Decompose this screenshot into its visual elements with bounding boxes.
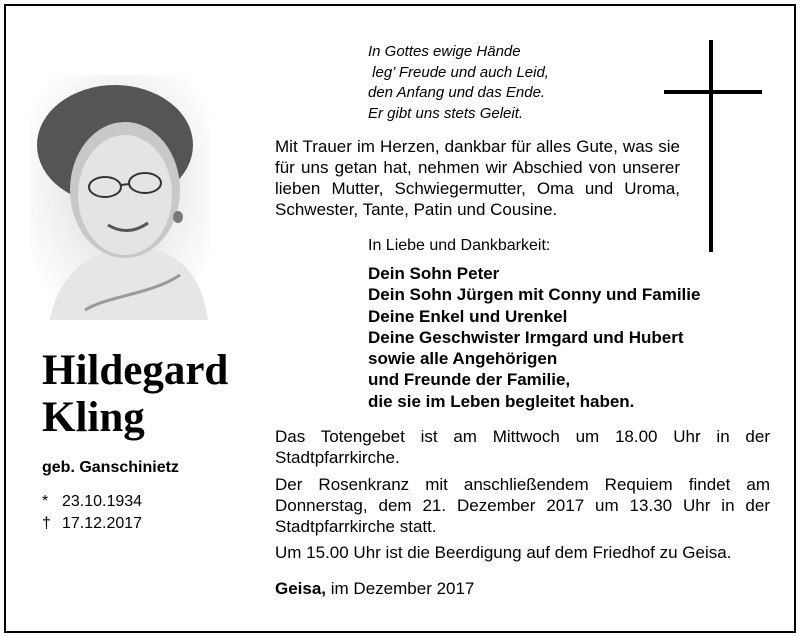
rosary-paragraph: Der Rosenkranz mit anschließendem Requiem findet am Donnerstag, dem 21. Dezember 2017 um 13.30 Uhr in der Stadtpfarrkirche statt. [275,475,770,536]
family-line: Deine Enkel und Urenkel [368,306,568,326]
family-line: Deine Geschwister Irmgard und Hubert [368,327,684,347]
last-name: Kling [42,394,145,441]
prayer-paragraph: Das Totengebet ist am Mittwoch um 18.00 Uhr in der Stadtpfarrkirche. [275,427,770,467]
family-list [368,263,700,412]
death-date [42,515,142,533]
closing-line [275,579,474,599]
birth-date [42,493,142,511]
poem [368,42,549,124]
family-line: Dein Sohn Peter [368,264,500,283]
poem-line: In Gottes ewige Hände [368,43,521,60]
family-line: Dein Sohn Jürgen mit Conny und Familie [368,285,701,305]
death-date-value: 17.12.2017 [62,515,143,532]
family-line: die sie im Leben begleitet haben. [368,391,635,411]
first-name: Hildegard [42,347,229,394]
poem-line: den Anfang und das Ende. [368,84,546,101]
poem-line: Er gibt uns stets Geleit. [368,104,524,122]
birth-symbol: * [42,493,49,510]
birth-date-value: 23.10.1934 [62,493,143,510]
funeral-paragraph: Um 15.00 Uhr ist die Beerdigung auf dem Friedhof zu Geisa. [275,543,732,562]
born-name: geb. Ganschinietz [42,459,179,476]
poem-line: leg’ Freude und auch Leid, [368,63,549,81]
family-line: sowie alle Angehörigen [368,349,558,369]
love-heading: In Liebe und Dankbarkeit: [368,237,551,254]
portrait-photo [30,75,210,320]
closing-date: im Dezember 2017 [326,579,475,598]
death-symbol: † [42,515,51,532]
closing-place: Geisa, [275,579,327,598]
intro-text: Mit Trauer im Herzen, dankbar für alles Gute, was sie für uns getan hat, nehmen wir Abschied von unserer lieben Mutter, Schwiegermutter, Oma und Uroma, Schwester, Tante, Patin und Cousine. [275,137,680,219]
family-line: und Freunde der Familie, [368,370,571,390]
